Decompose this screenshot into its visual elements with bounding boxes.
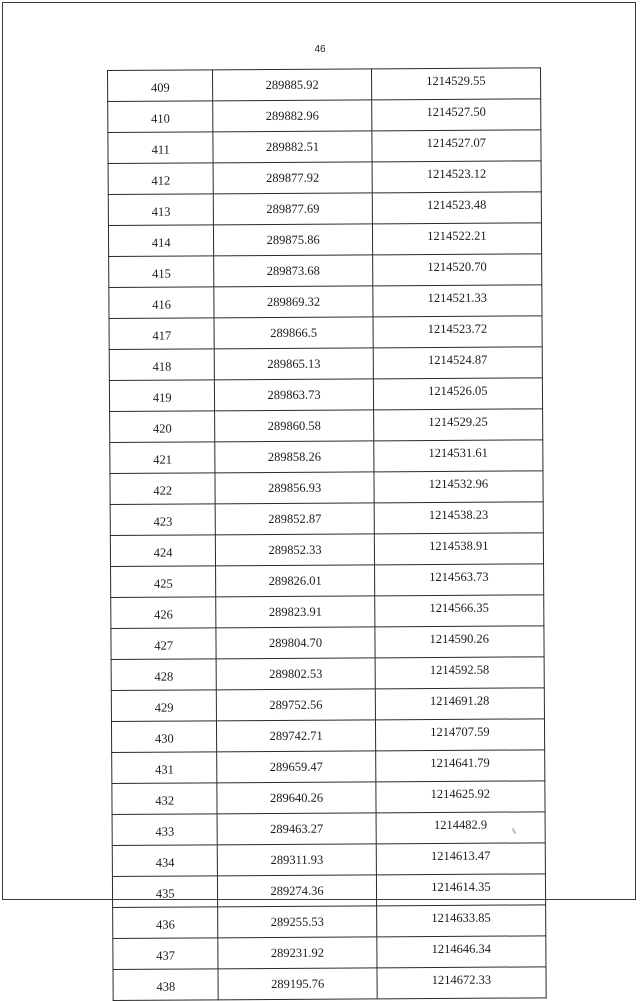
point-number-cell: 414 — [108, 225, 214, 257]
table-row — [109, 347, 542, 381]
y-coordinate-cell: 1214482.9 — [376, 812, 545, 844]
table-row — [111, 564, 544, 598]
y-coordinate-cell: 1214707.59 — [375, 719, 544, 751]
point-number-cell: 435 — [112, 876, 218, 908]
point-number-cell: 421 — [110, 442, 216, 474]
y-coordinate-cell: 1214646.34 — [377, 936, 546, 968]
x-coordinate-cell: 289752.56 — [217, 689, 375, 721]
x-coordinate-cell: 289255.53 — [218, 906, 376, 938]
table-row — [109, 378, 542, 412]
x-coordinate-cell: 289882.51 — [213, 131, 371, 163]
table-row — [109, 254, 542, 288]
x-coordinate-cell: 289877.69 — [214, 193, 372, 225]
y-coordinate-cell: 1214527.07 — [372, 130, 541, 162]
y-coordinate-cell: 1214529.25 — [373, 409, 542, 441]
point-number-cell: 432 — [112, 783, 218, 815]
y-coordinate-cell: 1214532.96 — [374, 471, 543, 503]
table-row — [108, 192, 541, 226]
y-coordinate-cell: 1214521.33 — [373, 285, 542, 317]
x-coordinate-cell: 289823.91 — [216, 596, 374, 628]
table-row — [112, 812, 545, 846]
x-coordinate-cell: 289804.70 — [216, 627, 374, 659]
table-row — [109, 316, 542, 350]
y-coordinate-cell: 1214523.48 — [372, 192, 541, 224]
table-row — [110, 409, 543, 443]
table-row — [112, 750, 545, 784]
x-coordinate-cell: 289659.47 — [217, 751, 375, 783]
point-number-cell: 426 — [111, 597, 217, 629]
x-coordinate-cell: 289852.87 — [216, 503, 374, 535]
x-coordinate-cell: 289463.27 — [217, 813, 375, 845]
x-coordinate-cell: 289742.71 — [217, 720, 375, 752]
x-coordinate-cell: 289858.26 — [215, 441, 373, 473]
y-coordinate-cell: 1214625.92 — [376, 781, 545, 813]
point-number-cell: 422 — [110, 473, 216, 505]
point-number-cell: 420 — [110, 411, 216, 443]
x-coordinate-cell: 289885.92 — [213, 69, 371, 101]
point-number-cell: 431 — [112, 752, 218, 784]
table-row — [113, 967, 546, 1001]
x-coordinate-cell: 289865.13 — [215, 348, 373, 380]
x-coordinate-cell: 289882.96 — [213, 100, 371, 132]
table-row — [109, 285, 542, 319]
table-row — [111, 657, 544, 691]
y-coordinate-cell: 1214522.21 — [372, 223, 541, 255]
y-coordinate-cell: 1214614.35 — [376, 874, 545, 906]
table-row — [108, 223, 541, 257]
point-number-cell: 428 — [111, 659, 217, 691]
y-coordinate-cell: 1214538.23 — [374, 502, 543, 534]
point-number-cell: 416 — [109, 287, 215, 319]
point-number-cell: 429 — [111, 690, 217, 722]
table-row — [110, 533, 543, 567]
x-coordinate-cell: 289826.01 — [216, 565, 374, 597]
point-number-cell: 425 — [111, 566, 217, 598]
y-coordinate-cell: 1214592.58 — [375, 657, 544, 689]
point-number-cell: 437 — [113, 938, 219, 970]
table-row — [111, 626, 544, 660]
x-coordinate-cell: 289860.58 — [215, 410, 373, 442]
point-number-cell: 412 — [108, 163, 214, 195]
table-row — [111, 688, 544, 722]
point-number-cell: 418 — [109, 349, 215, 381]
x-coordinate-cell: 289311.93 — [218, 844, 376, 876]
table-row — [113, 936, 546, 970]
point-number-cell: 410 — [108, 101, 214, 133]
point-number-cell: 430 — [111, 721, 217, 753]
point-number-cell: 415 — [109, 256, 215, 288]
point-number-cell: 424 — [110, 535, 216, 567]
x-coordinate-cell: 289856.93 — [215, 472, 373, 504]
coordinate-table-body — [108, 68, 547, 1001]
x-coordinate-cell: 289231.92 — [218, 937, 376, 969]
x-coordinate-cell: 289863.73 — [215, 379, 373, 411]
x-coordinate-cell: 289875.86 — [214, 224, 372, 256]
point-number-cell: 417 — [109, 318, 215, 350]
y-coordinate-cell: 1214672.33 — [377, 967, 546, 999]
x-coordinate-cell: 289869.32 — [214, 286, 372, 318]
y-coordinate-cell: 1214523.12 — [372, 161, 541, 193]
y-coordinate-cell: 1214563.73 — [374, 564, 543, 596]
y-coordinate-cell: 1214529.55 — [371, 68, 540, 100]
table-row — [111, 719, 544, 753]
y-coordinate-cell: 1214590.26 — [375, 626, 544, 658]
point-number-cell: 409 — [108, 70, 214, 102]
x-coordinate-cell: 289873.68 — [214, 255, 372, 287]
table-row — [108, 68, 541, 102]
y-coordinate-cell: 1214527.50 — [371, 99, 540, 131]
point-number-cell: 427 — [111, 628, 217, 660]
y-coordinate-cell: 1214520.70 — [372, 254, 541, 286]
coordinate-table — [107, 67, 547, 1001]
x-coordinate-cell: 289274.36 — [218, 875, 376, 907]
y-coordinate-cell: 1214531.61 — [373, 440, 542, 472]
point-number-cell: 413 — [108, 194, 214, 226]
y-coordinate-cell: 1214526.05 — [373, 378, 542, 410]
table-row — [111, 595, 544, 629]
table-row — [112, 781, 545, 815]
x-coordinate-cell: 289866.5 — [214, 317, 372, 349]
y-coordinate-cell: 1214566.35 — [374, 595, 543, 627]
point-number-cell: 438 — [113, 969, 219, 1001]
y-coordinate-cell: 1214613.47 — [376, 843, 545, 875]
x-coordinate-cell: 289640.26 — [217, 782, 375, 814]
y-coordinate-cell: 1214641.79 — [375, 750, 544, 782]
table-row — [110, 502, 543, 536]
y-coordinate-cell: 1214691.28 — [375, 688, 544, 720]
table-row — [110, 440, 543, 474]
table-row — [112, 874, 545, 908]
y-coordinate-cell: 1214524.87 — [373, 347, 542, 379]
point-number-cell: 423 — [110, 504, 216, 536]
y-coordinate-cell: 1214633.85 — [376, 905, 545, 937]
point-number-cell: 434 — [112, 845, 218, 877]
point-number-cell: 436 — [113, 907, 219, 939]
y-coordinate-cell: 1214523.72 — [373, 316, 542, 348]
x-coordinate-cell: 289877.92 — [213, 162, 371, 194]
y-coordinate-cell: 1214538.91 — [374, 533, 543, 565]
point-number-cell: 419 — [109, 380, 215, 412]
x-coordinate-cell: 289195.76 — [218, 968, 376, 1000]
table-row — [110, 471, 543, 505]
table-row — [112, 843, 545, 877]
point-number-cell: 411 — [108, 132, 214, 164]
x-coordinate-cell: 289852.33 — [216, 534, 374, 566]
table-row — [108, 130, 541, 164]
page-number: 46 — [314, 44, 326, 55]
x-coordinate-cell: 289802.53 — [217, 658, 375, 690]
table-row — [108, 99, 541, 133]
point-number-cell: 433 — [112, 814, 218, 846]
table-row — [113, 905, 546, 939]
table-row — [108, 161, 541, 195]
